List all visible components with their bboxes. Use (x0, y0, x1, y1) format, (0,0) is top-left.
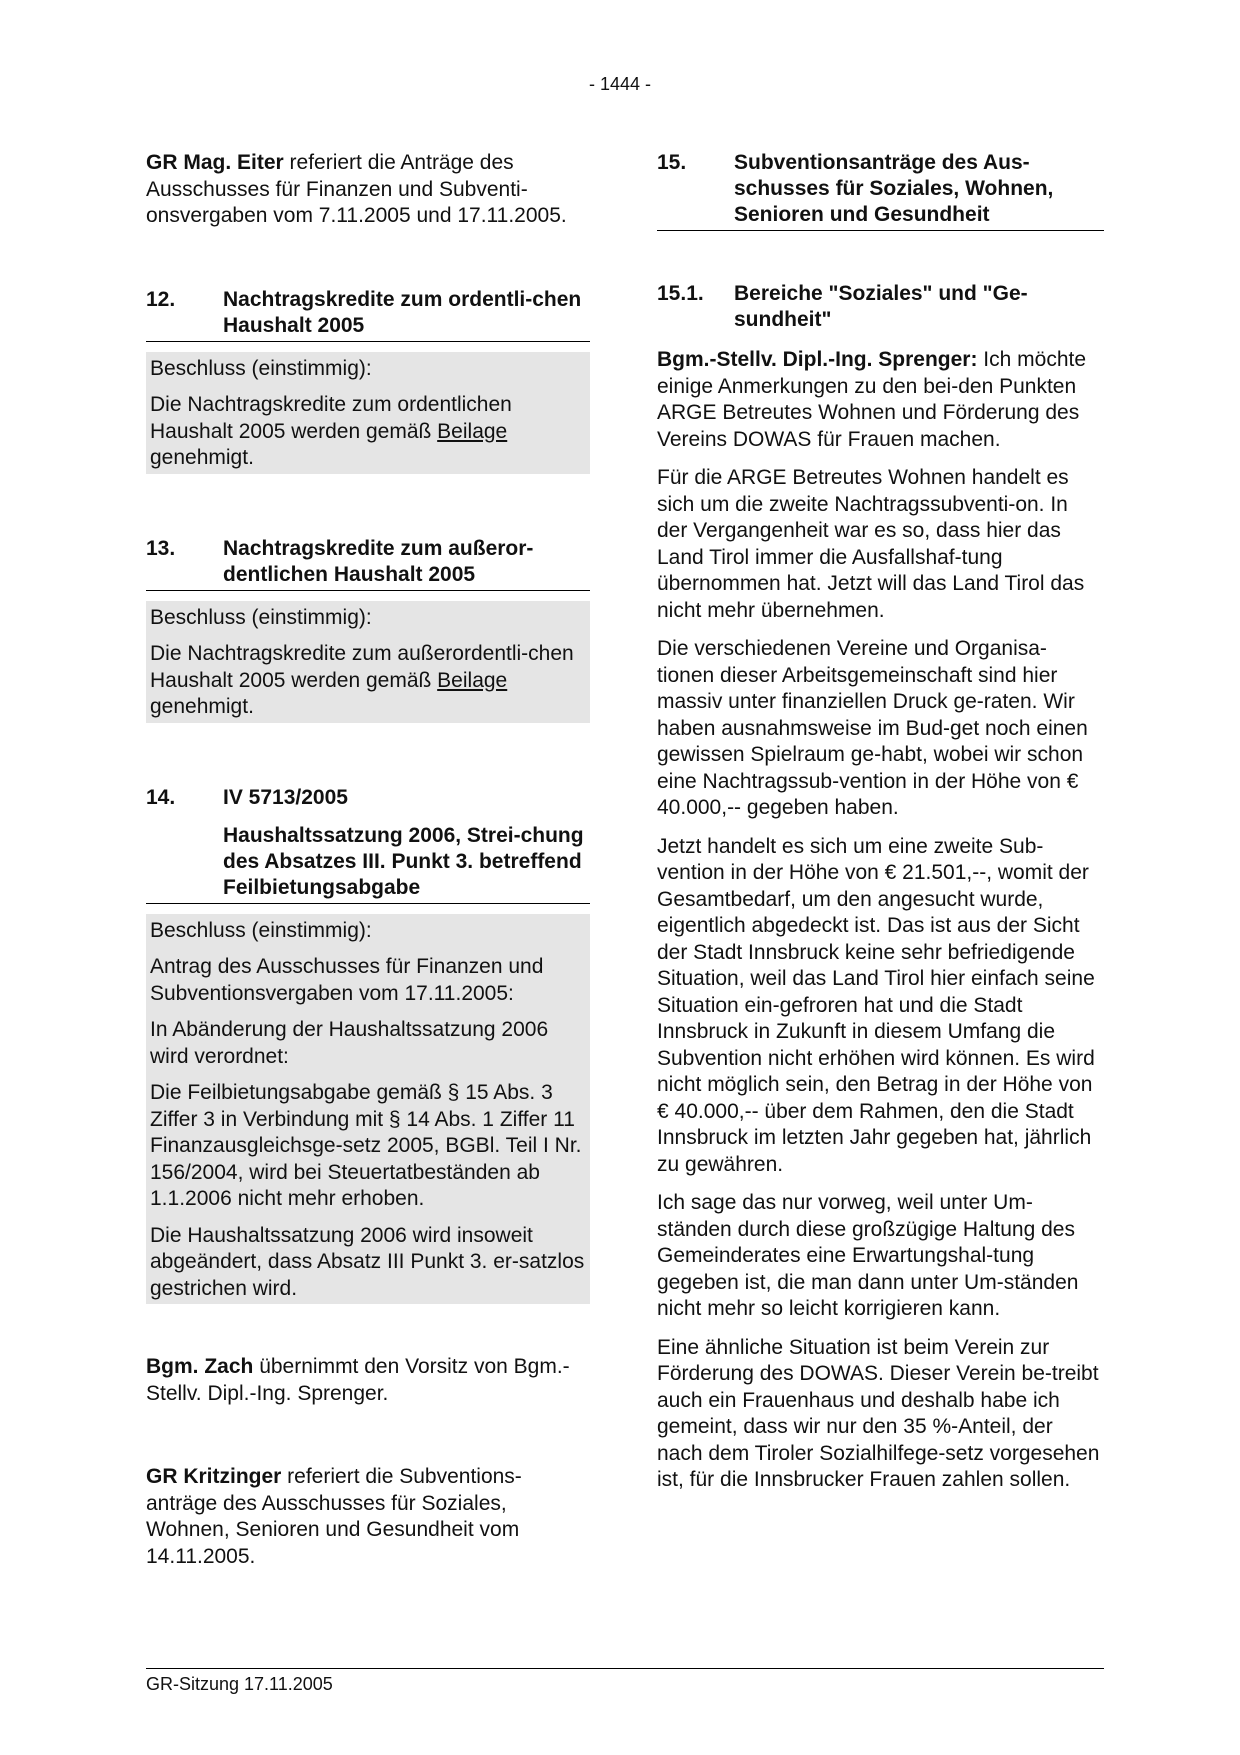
item-12-decision (146, 352, 590, 474)
decision-text: Antrag des Ausschusses für Finanzen und Subventionsvergaben vom 17.11.2005: (150, 955, 544, 1005)
item-13-decision (146, 601, 590, 723)
decision-label: Beschluss (einstimmig): (150, 605, 372, 629)
item-reference: IV 5713/2005 (223, 785, 348, 809)
item-number: 15.1. (657, 282, 704, 305)
footer-divider (146, 1668, 1104, 1669)
item-title: Bereiche "Soziales" und "Ge-sundheit" (734, 282, 1028, 331)
decision-text: Die Nachtragskredite zum außerordentli-chen Haushalt 2005 werden gemäß Beilage genehmigt. (150, 642, 574, 718)
beilage-link[interactable]: Beilage (437, 419, 508, 443)
decision-label: Beschluss (einstimmig): (150, 356, 372, 380)
left-column (146, 150, 590, 1570)
decision-text: Die Haushaltssatzung 2006 wird insoweit abgeändert, dass Absatz III Punkt 3. er-satzlos gestrichen wird. (150, 1223, 585, 1300)
item-12-heading (146, 287, 590, 342)
decision-text: In Abänderung der Haushaltssatzung 2006 wird verordnet: (150, 1018, 549, 1068)
speech-paragraph: Für die ARGE Betreutes Wohnen handelt es sich um die zweite Nachtragssubventi-on. In der Vergangenheit war es so, dass hier das Land Tirol immer die Ausfallshaf-tung übernommen hat. Jetzt will das Land Tirol das nicht mehr übernehmen. (657, 466, 1085, 622)
decision-text: Die Nachtragskredite zum ordentlichen Haushalt 2005 werden gemäß Beilage genehmigt. (150, 393, 512, 469)
item-title: Nachtragskredite zum ordentli-chen Haushalt 2005 (223, 287, 582, 337)
speech-paragraph: Jetzt handelt es sich um eine zweite Sub-vention in der Höhe von € 21.501,--, womit der Gesamtbedarf, um den angesucht wurde, eigentlich abgedeckt ist. Das ist aus der Sicht der Stadt Innsbruck keine sehr befriedigende Situation, weil das Land Tirol hier einfach seine Situation ein-gefroren hat und die Stadt Innsbruck in Zukunft in diesem Umfang die Subvention nicht erhöhen wird können. Es wird nicht möglich sein, den Betrag in der Höhe von € 40.000,-- über dem Rahmen, den die Stadt Innsbruck im letzten Jahr gegeben hat, jährlich zu gewähren. (657, 834, 1095, 1176)
speaker-name: Bgm. Zach (146, 1355, 254, 1378)
item-13-heading (146, 536, 590, 591)
item-15-heading (657, 150, 1104, 231)
decision-text: Die Feilbietungsabgabe gemäß § 15 Abs. 3 Ziffer 3 in Verbindung mit § 14 Abs. 1 Ziffer 11 Finanzausgleichsge-setz 2005, BGBl. Teil I Nr. 156/2004, wird bei Steuertatbeständen ab 1.1.2006 nicht mehr erhoben. (150, 1081, 582, 1210)
speaker-name: Bgm.-Stellv. Dipl.-Ing. Sprenger: (657, 348, 978, 371)
decision-label: Beschluss (einstimmig): (150, 918, 372, 942)
item-number: 15. (657, 151, 687, 174)
right-column (657, 150, 1104, 1506)
beilage-link[interactable]: Beilage (437, 668, 508, 692)
speaker-name: GR Kritzinger (146, 1465, 282, 1488)
speech-paragraph: Eine ähnliche Situation ist beim Verein zur Förderung des DOWAS. Dieser Verein be-treibt auch ein Frauenhaus und deshalb habe ich gemeint, dass wir nur den 35 %-Anteil, der nach dem Tiroler Sozialhilfege-setz vorgesehen ist, für die Innsbrucker Frauen zahlen sollen. (657, 1335, 1100, 1491)
item-title: Nachtragskredite zum außeror-dentlichen Haushalt 2005 (223, 536, 534, 586)
item-title: Subventionsanträge des Aus-schusses für Soziales, Wohnen, Senioren und Gesundheit (734, 151, 1054, 226)
item-14-heading (146, 823, 590, 904)
item-title: Haushaltssatzung 2006, Strei-chung des Absatzes III. Punkt 3. betreffend Feilbietungsabgabe (223, 823, 584, 899)
item-14-ref-heading (146, 785, 590, 813)
page-number: - 1444 - (588, 74, 652, 94)
item-15-1-heading (657, 281, 1104, 335)
speech-paragraph: Bgm.-Stellv. Dipl.-Ing. Sprenger: Ich möchte einige Anmerkungen zu den bei-den Punkten ARGE Betreutes Wohnen und Förderung des Vereins DOWAS für Frauen machen. (657, 348, 1087, 451)
item-14-decision (146, 914, 590, 1305)
zach-paragraph: Bgm. Zach übernimmt den Vorsitz von Bgm.-Stellv. Dipl.-Ing. Sprenger. (146, 1355, 570, 1405)
speech-paragraph: Ich sage das nur vorweg, weil unter Um-ständen durch diese großzügige Haltung des Gemeinderates eine Erwartungshal-tung gegeben ist, die man dann unter Um-ständen nicht mehr so leicht korrigieren kann. (657, 1191, 1079, 1320)
speaker-name: GR Mag. Eiter (146, 151, 284, 174)
intro-paragraph: GR Mag. Eiter referiert die Anträge des Ausschusses für Finanzen und Subventi-onsvergaben vom 7.11.2005 und 17.11.2005. (146, 151, 567, 227)
item-number: 13. (146, 536, 176, 560)
speech-paragraph: Die verschiedenen Vereine und Organisa-tionen dieser Arbeitsgemeinschaft sind hier massiv unter finanziellen Druck ge-raten. Wir haben ausnahmsweise im Bud-get noch einen gewissen Spielraum ge-habt, wobei wir schon eine Nachtragssub-vention in der Höhe von € 40.000,-- gegeben haben. (657, 637, 1088, 819)
footer-text: GR-Sitzung 17.11.2005 (146, 1674, 333, 1694)
kritzinger-paragraph: GR Kritzinger referiert die Subventions-anträge des Ausschusses für Soziales, Wohnen, Senioren und Gesundheit vom 14.11.2005. (146, 1465, 522, 1568)
item-number: 14. (146, 785, 176, 809)
item-number: 12. (146, 287, 176, 311)
